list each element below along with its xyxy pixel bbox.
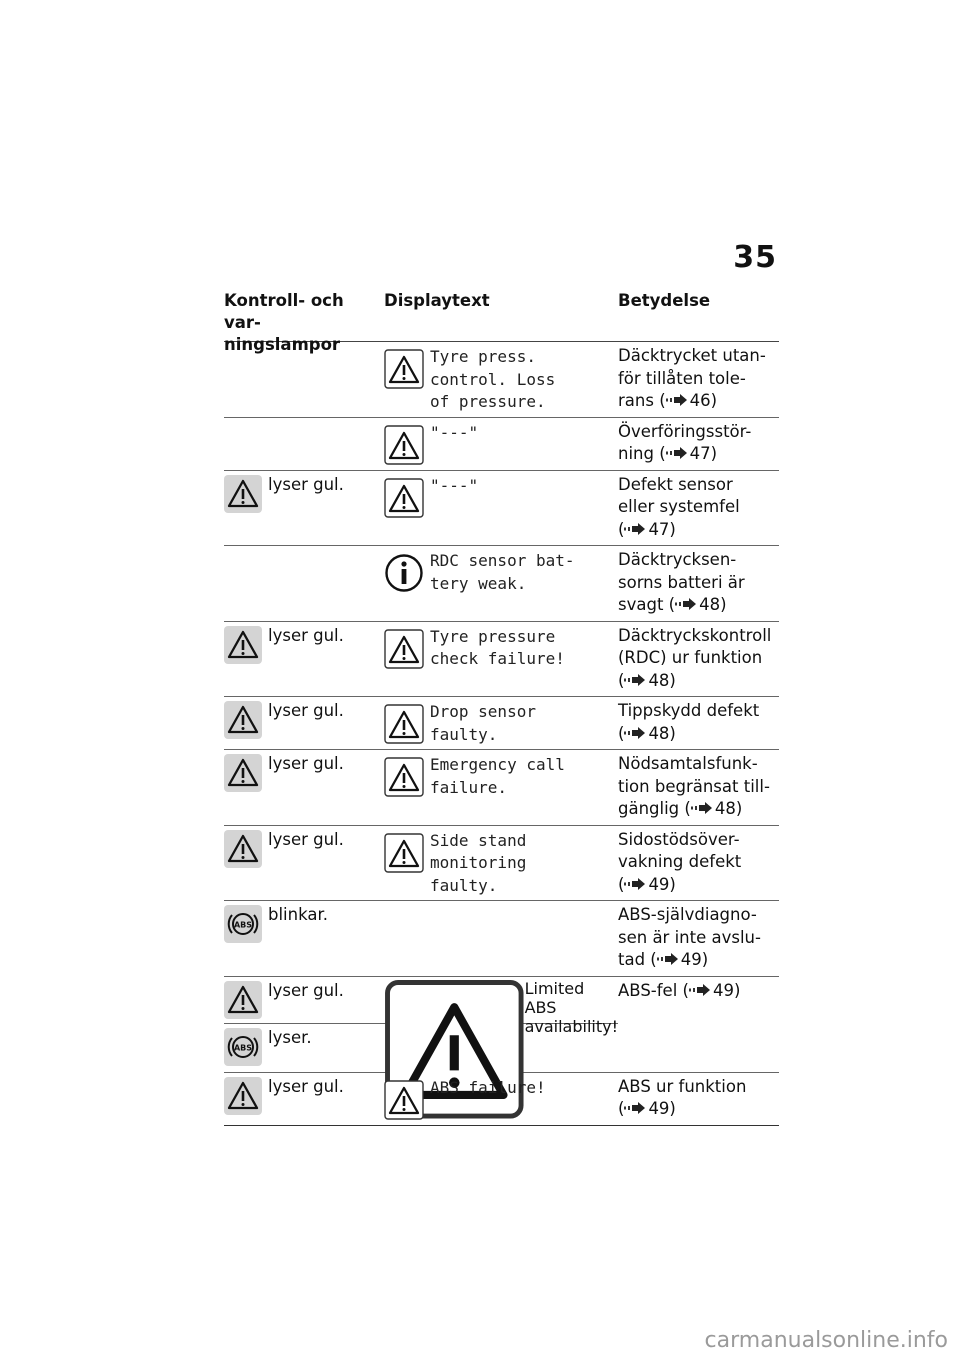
- table-body: [224, 342, 779, 1126]
- display-warning-triangle-icon: [384, 704, 424, 744]
- meaning-text: Defekt sensor eller systemfel: [618, 474, 740, 516]
- display-cell: [384, 901, 618, 976]
- reference-arrow-icon: [666, 391, 690, 410]
- reference-arrow-icon: [691, 799, 715, 818]
- header-meaning: Betydelse: [618, 291, 711, 310]
- indicator-cell: [224, 977, 384, 1072]
- reference-arrow-icon: [657, 950, 681, 969]
- warning-triangle-icon: [224, 1077, 262, 1115]
- reference-page: 49): [648, 874, 676, 894]
- header-display-text: Displaytext: [384, 291, 490, 310]
- display-message: "---": [430, 422, 479, 442]
- meaning-text: Däcktrycket utan- för tillåten tole- rans: [618, 346, 766, 410]
- page-reference[interactable]: ( 46): [653, 391, 718, 410]
- indicator-cell: [224, 622, 384, 697]
- indicator-cell: [224, 1073, 384, 1125]
- table-row: [224, 977, 779, 1073]
- reference-arrow-icon: [624, 520, 648, 539]
- display-message: "---": [430, 475, 479, 495]
- display-message: Drop sensor faulty.: [430, 702, 536, 744]
- meaning-cell: [618, 622, 779, 697]
- page-reference[interactable]: ( 48): [618, 670, 676, 690]
- abs-icon: [224, 1028, 262, 1066]
- display-cell: [384, 622, 618, 697]
- table-row: [224, 546, 779, 622]
- display-cell: [384, 546, 618, 621]
- display-message: Emergency call failure.: [430, 755, 565, 797]
- reference-page: 48): [648, 670, 676, 690]
- table-row: [224, 901, 779, 977]
- indicator-cell: [224, 697, 384, 749]
- reference-arrow-icon: [666, 444, 690, 463]
- abs-icon: [224, 905, 262, 943]
- meaning-text: Nödsamtalsfunk- tion begränsat till- gänglig: [618, 754, 770, 818]
- display-message: RDC sensor bat- tery weak.: [430, 551, 575, 593]
- page-reference[interactable]: ( 47): [618, 519, 676, 539]
- meaning-cell: [618, 546, 779, 621]
- display-message: Tyre pressure check failure!: [430, 626, 565, 668]
- display-cell: [384, 826, 618, 901]
- watermark: carmanualsonline.info: [704, 1328, 948, 1353]
- table-header: [224, 290, 779, 354]
- reference-page: 47): [648, 519, 676, 539]
- reference-page: 48): [648, 723, 676, 743]
- page-reference[interactable]: ( 49): [677, 980, 741, 1000]
- reference-page: 48): [699, 595, 727, 614]
- lamp-state: lyser gul.: [268, 980, 344, 1000]
- indicator-cell: [224, 750, 384, 825]
- page-number: 35: [733, 240, 777, 275]
- meaning-cell: [618, 471, 779, 546]
- page-reference[interactable]: ( 48): [679, 799, 743, 818]
- reference-arrow-icon: [624, 671, 648, 690]
- warning-triangle-icon: [224, 754, 262, 792]
- display-warning-triangle-icon: [384, 349, 424, 389]
- display-warning-triangle-icon: [384, 833, 424, 873]
- meaning-cell: [618, 1073, 779, 1125]
- page-reference[interactable]: ( 48): [663, 595, 727, 614]
- table-row: [224, 471, 779, 547]
- display-cell: [384, 1073, 618, 1125]
- display-warning-triangle-icon: [384, 629, 424, 669]
- lamp-state: lyser gul.: [268, 829, 344, 849]
- lamp-state: blinkar.: [268, 905, 328, 924]
- indicator-cell: [224, 342, 384, 417]
- reference-arrow-icon: [624, 875, 648, 894]
- display-cell: [384, 750, 618, 825]
- display-cell: [384, 471, 618, 546]
- header-indicator-lamps: Kontroll- och var- ningslampor: [224, 291, 344, 354]
- display-message: Tyre press. control. Loss of pressure.: [430, 347, 556, 411]
- lamp-state: lyser.: [268, 1027, 312, 1047]
- reference-arrow-icon: [624, 1099, 648, 1118]
- indicator-cell: [224, 546, 384, 621]
- page-reference[interactable]: ( 49): [645, 950, 709, 969]
- meaning-text: ABS-fel: [618, 980, 678, 1000]
- indicator-cell: [224, 418, 384, 470]
- warning-triangle-icon: [224, 701, 262, 739]
- display-cell: [384, 977, 618, 1072]
- display-warning-triangle-icon: [384, 757, 424, 797]
- display-message: ABS failure!: [430, 1077, 546, 1097]
- reference-page: 47): [689, 444, 718, 463]
- lamp-state: lyser gul.: [268, 1076, 344, 1096]
- table-row: [224, 750, 779, 826]
- meaning-cell: [618, 750, 779, 825]
- meaning-cell: [618, 826, 779, 901]
- lamp-state: lyser gul.: [268, 754, 344, 773]
- warning-triangle-icon: [224, 626, 262, 664]
- display-message: Limited ABS availability!: [524, 978, 618, 1036]
- table-row: [224, 826, 779, 902]
- reference-arrow-icon: [675, 595, 699, 614]
- meaning-text: Överföringsstör- ning: [618, 421, 752, 463]
- table-row: [224, 622, 779, 698]
- lamp-state: lyser gul.: [268, 474, 344, 494]
- svg-text:ABS: ABS: [233, 1043, 253, 1052]
- display-warning-triangle-icon: [384, 478, 424, 518]
- display-cell: [384, 342, 618, 417]
- display-message: Side stand monitoring faulty.: [430, 830, 527, 895]
- meaning-text: Däcktrycksen- sorns batteri är svagt: [618, 550, 745, 614]
- meaning-text: ABS ur funktion: [618, 1076, 747, 1096]
- meaning-cell: [618, 977, 779, 1072]
- meaning-cell: [618, 342, 779, 417]
- display-warning-triangle-icon: [384, 425, 424, 465]
- indicator-cell: [224, 826, 384, 901]
- meaning-text: Däcktryckskontroll (RDC) ur funktion: [618, 625, 772, 667]
- warning-triangle-icon: [224, 475, 262, 513]
- warning-triangle-icon: [224, 830, 262, 868]
- reference-page: 46): [689, 391, 718, 410]
- table-row: [224, 1073, 779, 1126]
- table-row: [224, 342, 779, 418]
- lamp-state: lyser gul.: [268, 701, 344, 720]
- meaning-cell: [618, 697, 779, 749]
- meaning-text: ABS-självdiagno- sen är inte avslu- tad: [618, 905, 761, 969]
- lamp-state: lyser gul.: [268, 625, 344, 645]
- page-reference[interactable]: ( 48): [618, 723, 676, 743]
- reference-page: 49): [712, 980, 741, 1000]
- indicator-cell: [224, 471, 384, 546]
- table-row: [224, 418, 779, 471]
- indicator-table: [224, 290, 779, 1126]
- page-reference[interactable]: ( 49): [618, 1099, 676, 1118]
- reference-page: 49): [648, 1099, 676, 1118]
- meaning-cell: [618, 418, 779, 470]
- meaning-text: Tippskydd defekt: [618, 701, 760, 720]
- table-row: [224, 697, 779, 750]
- page-reference[interactable]: ( 49): [618, 874, 676, 894]
- indicator-cell: [224, 901, 384, 976]
- warning-triangle-icon: [224, 981, 262, 1019]
- reference-arrow-icon: [624, 724, 648, 743]
- page-reference[interactable]: ( 47): [653, 444, 718, 463]
- display-info-icon: [384, 553, 424, 593]
- reference-page: 48): [714, 799, 743, 818]
- display-cell: [384, 418, 618, 470]
- meaning-text: Sidostödsöver- vakning defekt: [618, 829, 742, 871]
- display-cell: [384, 697, 618, 749]
- display-warning-triangle-icon: [384, 1080, 424, 1120]
- reference-arrow-icon: [689, 981, 713, 1000]
- meaning-cell: [618, 901, 779, 976]
- reference-page: 49): [680, 950, 709, 969]
- svg-text:ABS: ABS: [233, 920, 253, 930]
